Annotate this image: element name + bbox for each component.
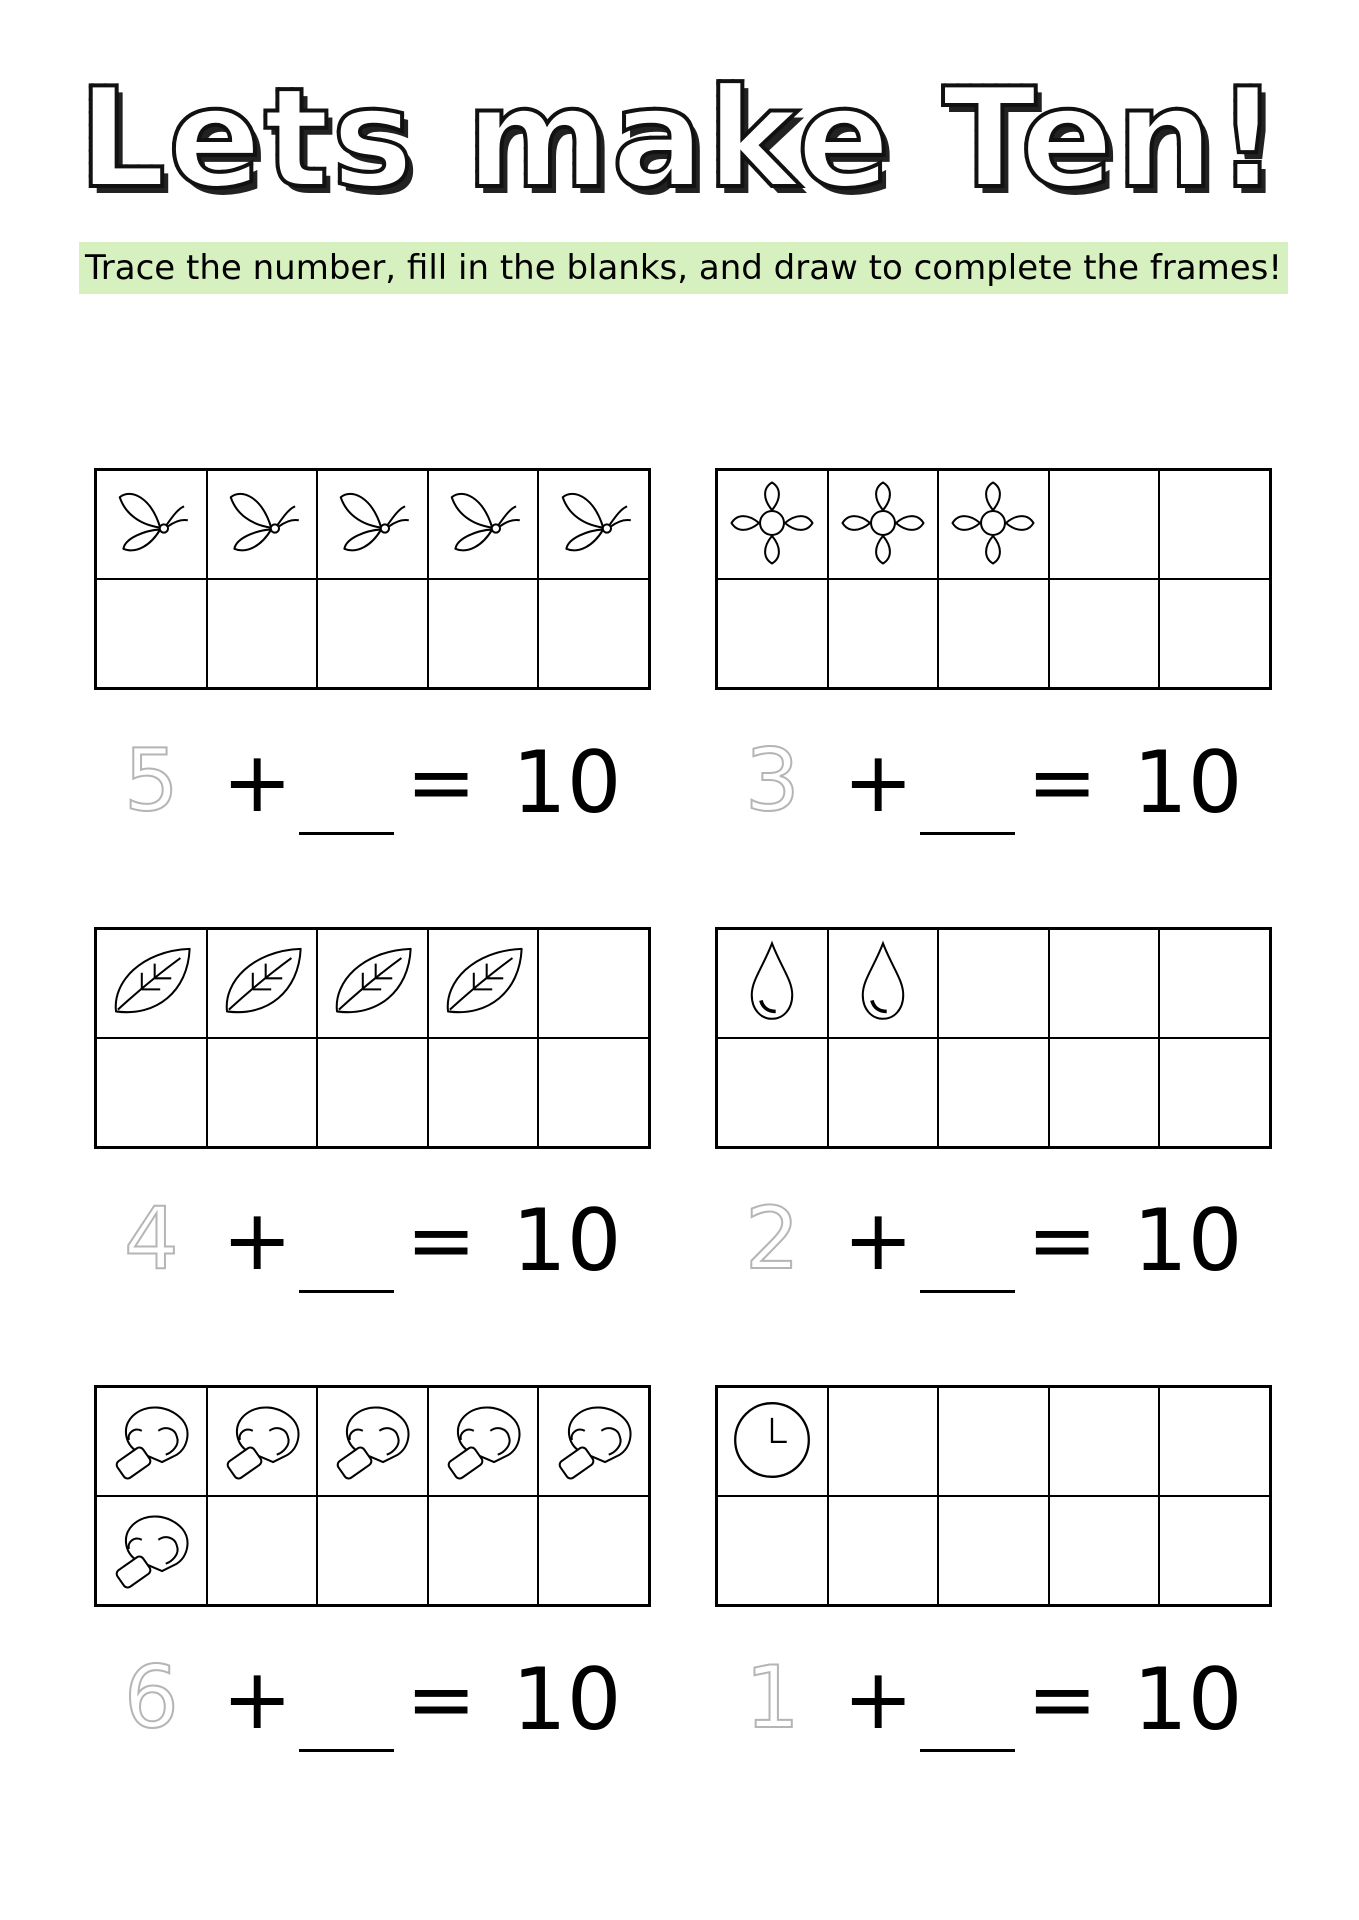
- answer-blank[interactable]: [920, 1290, 1015, 1293]
- frame-cell[interactable]: [1159, 1038, 1270, 1147]
- frame-cell[interactable]: [828, 579, 939, 688]
- ten-frame-2: [715, 468, 1272, 690]
- frame-cell[interactable]: [317, 1387, 428, 1496]
- frame-cell[interactable]: [1049, 1038, 1160, 1147]
- equation-4: [715, 1186, 1272, 1316]
- trace-number[interactable]: 3: [745, 731, 800, 831]
- ten-frame-3: [94, 927, 651, 1149]
- equation-5: [94, 1645, 651, 1775]
- water-drop-icon: [726, 936, 818, 1032]
- frame-cell[interactable]: [538, 1496, 649, 1605]
- butterfly-icon: [437, 477, 529, 573]
- flower-icon: [947, 477, 1039, 573]
- equals-sign: =: [1027, 1650, 1098, 1748]
- equals-sign: =: [1027, 1191, 1098, 1289]
- plus-sign: +: [222, 1650, 293, 1748]
- frame-cell[interactable]: [207, 1038, 318, 1147]
- frame-cell[interactable]: [317, 470, 428, 579]
- equation-3: [94, 1186, 651, 1316]
- frame-cell[interactable]: [1049, 470, 1160, 579]
- frame-cell[interactable]: [717, 1496, 828, 1605]
- frame-cell[interactable]: [428, 929, 539, 1038]
- worksheet-title-text: Lets make Ten!: [78, 58, 1281, 219]
- frame-cell[interactable]: [1159, 470, 1270, 579]
- equals-sign: =: [406, 1650, 477, 1748]
- frame-cell[interactable]: [717, 1387, 828, 1496]
- frame-cell[interactable]: [428, 470, 539, 579]
- equals-sign: =: [406, 733, 477, 831]
- frame-cell[interactable]: [938, 1387, 1049, 1496]
- frame-cell[interactable]: [1159, 1496, 1270, 1605]
- frame-cell[interactable]: [96, 929, 207, 1038]
- mitten-icon: [326, 1394, 418, 1490]
- frame-cell[interactable]: [1159, 579, 1270, 688]
- plus-sign: +: [843, 1650, 914, 1748]
- trace-number[interactable]: 1: [745, 1648, 800, 1748]
- clock-icon: [726, 1394, 818, 1490]
- trace-number[interactable]: 6: [124, 1648, 179, 1748]
- flower-icon: [726, 477, 818, 573]
- frame-cell[interactable]: [938, 1496, 1049, 1605]
- frame-cell[interactable]: [1049, 579, 1160, 688]
- trace-number[interactable]: 2: [745, 1189, 800, 1289]
- flower-icon: [837, 477, 929, 573]
- answer-blank[interactable]: [920, 832, 1015, 835]
- frame-cell[interactable]: [717, 1038, 828, 1147]
- plus-sign: +: [222, 1191, 293, 1289]
- plus-sign: +: [843, 1191, 914, 1289]
- frame-cell[interactable]: [96, 579, 207, 688]
- mitten-icon: [548, 1394, 640, 1490]
- frame-cell[interactable]: [317, 1496, 428, 1605]
- butterfly-icon: [326, 477, 418, 573]
- frame-cell[interactable]: [1049, 1387, 1160, 1496]
- total-ten: 10: [512, 1650, 622, 1750]
- leaf-icon: [437, 936, 529, 1032]
- frame-cell[interactable]: [717, 579, 828, 688]
- frame-cell[interactable]: [317, 1038, 428, 1147]
- ten-frame-5: [94, 1385, 651, 1607]
- instructions-banner: Trace the number, fill in the blanks, and draw to complete the frames!: [79, 242, 1288, 294]
- total-ten: 10: [1133, 733, 1243, 833]
- mitten-icon: [105, 1503, 197, 1599]
- frame-cell[interactable]: [828, 1387, 939, 1496]
- frame-cell[interactable]: [207, 1496, 318, 1605]
- frame-cell[interactable]: [1159, 929, 1270, 1038]
- butterfly-icon: [105, 477, 197, 573]
- frame-cell[interactable]: [207, 579, 318, 688]
- frame-cell[interactable]: [317, 929, 428, 1038]
- frame-cell[interactable]: [207, 929, 318, 1038]
- total-ten: 10: [512, 733, 622, 833]
- frame-cell[interactable]: [96, 1038, 207, 1147]
- frame-cell[interactable]: [938, 1038, 1049, 1147]
- equals-sign: =: [406, 1191, 477, 1289]
- leaf-icon: [326, 936, 418, 1032]
- mitten-icon: [437, 1394, 529, 1490]
- ten-frame-6: [715, 1385, 1272, 1607]
- frame-cell[interactable]: [96, 1496, 207, 1605]
- answer-blank[interactable]: [299, 1290, 394, 1293]
- frame-cell[interactable]: [538, 1387, 649, 1496]
- frame-cell[interactable]: [938, 470, 1049, 579]
- frame-cell[interactable]: [96, 1387, 207, 1496]
- frame-cell[interactable]: [828, 1038, 939, 1147]
- frame-cell[interactable]: [96, 470, 207, 579]
- frame-cell[interactable]: [538, 929, 649, 1038]
- frame-cell[interactable]: [317, 579, 428, 688]
- frame-cell[interactable]: [828, 1496, 939, 1605]
- answer-blank[interactable]: [299, 1749, 394, 1752]
- frame-cell[interactable]: [1049, 1496, 1160, 1605]
- frame-cell[interactable]: [428, 1038, 539, 1147]
- frame-cell[interactable]: [428, 1387, 539, 1496]
- plus-sign: +: [843, 733, 914, 831]
- butterfly-icon: [216, 477, 308, 573]
- equation-2: [715, 728, 1272, 858]
- frame-cell[interactable]: [717, 470, 828, 579]
- ten-frame-4: [715, 927, 1272, 1149]
- frame-cell[interactable]: [428, 1496, 539, 1605]
- frame-cell[interactable]: [538, 579, 649, 688]
- answer-blank[interactable]: [299, 832, 394, 835]
- worksheet-title: [0, 58, 1359, 219]
- butterfly-icon: [548, 477, 640, 573]
- frame-cell[interactable]: [828, 470, 939, 579]
- leaf-icon: [216, 936, 308, 1032]
- mitten-icon: [216, 1394, 308, 1490]
- answer-blank[interactable]: [920, 1749, 1015, 1752]
- mitten-icon: [105, 1394, 197, 1490]
- plus-sign: +: [222, 733, 293, 831]
- frame-cell[interactable]: [938, 929, 1049, 1038]
- frame-cell[interactable]: [717, 929, 828, 1038]
- trace-number[interactable]: 5: [124, 731, 179, 831]
- frame-cell[interactable]: [207, 470, 318, 579]
- frame-cell[interactable]: [207, 1387, 318, 1496]
- frame-cell[interactable]: [538, 1038, 649, 1147]
- leaf-icon: [105, 936, 197, 1032]
- frame-cell[interactable]: [538, 470, 649, 579]
- frame-cell[interactable]: [1159, 1387, 1270, 1496]
- water-drop-icon: [837, 936, 929, 1032]
- equation-1: [94, 728, 651, 858]
- total-ten: 10: [1133, 1191, 1243, 1291]
- total-ten: 10: [512, 1191, 622, 1291]
- frame-cell[interactable]: [938, 579, 1049, 688]
- total-ten: 10: [1133, 1650, 1243, 1750]
- equation-6: [715, 1645, 1272, 1775]
- frame-cell[interactable]: [828, 929, 939, 1038]
- frame-cell[interactable]: [428, 579, 539, 688]
- equals-sign: =: [1027, 733, 1098, 831]
- frame-cell[interactable]: [1049, 929, 1160, 1038]
- trace-number[interactable]: 4: [124, 1189, 179, 1289]
- ten-frame-1: [94, 468, 651, 690]
